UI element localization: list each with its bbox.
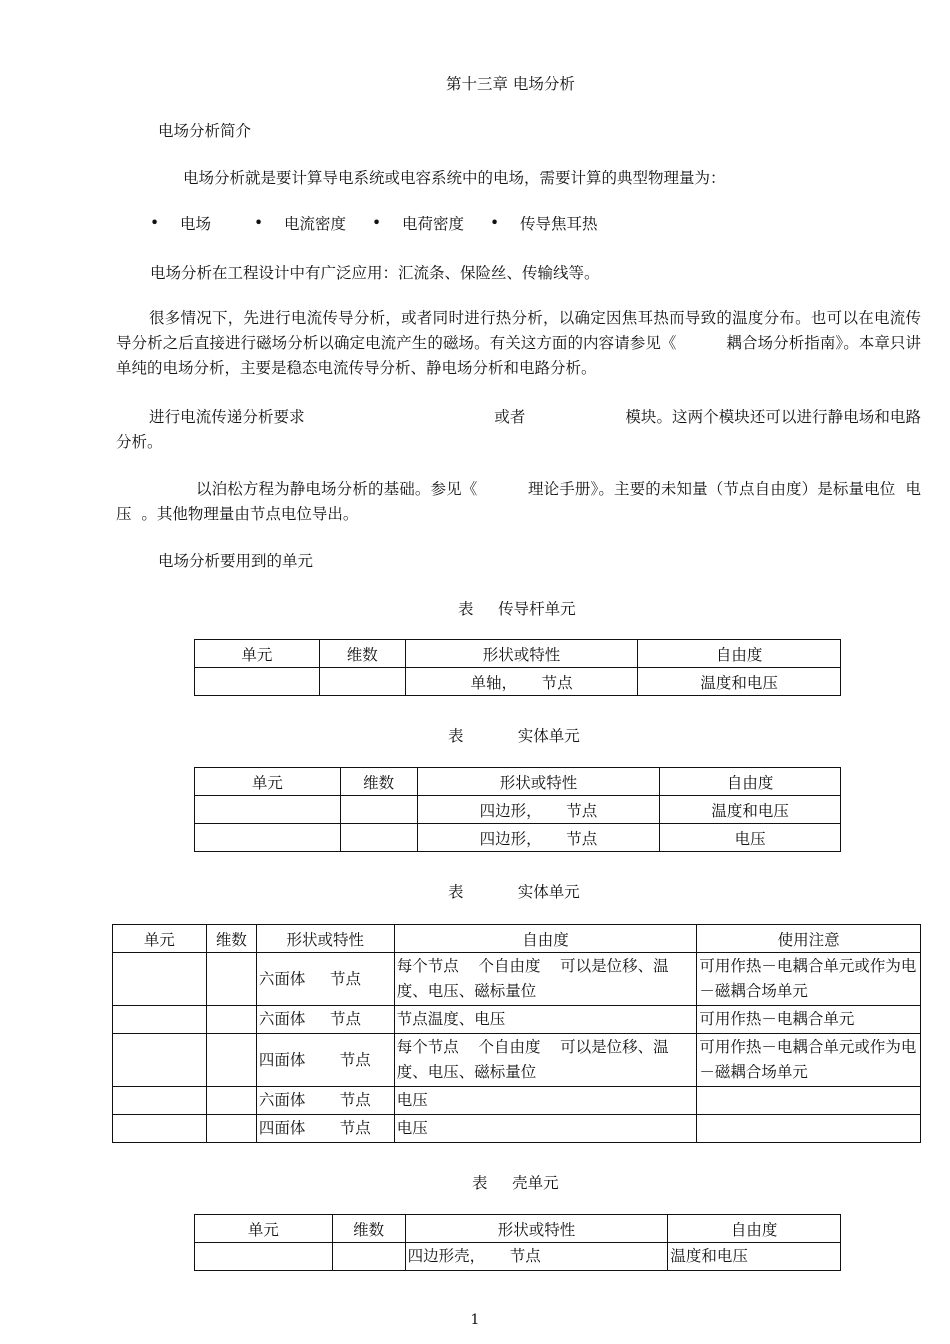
table-cell: 可用作热－电耦合单元或作为电－磁耦合场单元 <box>697 1034 921 1087</box>
table-caption: 表 传导杆单元 <box>458 600 576 618</box>
table-cell <box>206 953 256 1006</box>
table-row <box>113 953 921 1006</box>
paragraph-modules: 进行电流传递分析要求 或者 模块。这两个模块还可以进行静电场和电路分析。 <box>116 408 921 451</box>
header-cell: 单元 <box>195 768 341 796</box>
table-cell: 每个节点 个自由度 可以是位移、温度、电压、磁标量位 <box>394 953 697 1006</box>
header-cell: 维数 <box>319 640 405 668</box>
header-cell: 自由度 <box>638 640 841 668</box>
header-cell: 单元 <box>113 925 207 953</box>
header-cell: 形状或特性 <box>256 925 394 953</box>
quantity-bullet-list <box>150 212 598 234</box>
page-number: 1 <box>470 1312 480 1328</box>
table-cell <box>340 796 417 824</box>
table-cell <box>319 668 405 696</box>
table-row <box>113 1115 921 1143</box>
table-header-row <box>195 1215 841 1243</box>
table-row <box>113 1087 921 1115</box>
header-cell: 自由度 <box>668 1215 841 1243</box>
header-cell: 单元 <box>195 1215 333 1243</box>
header-cell: 自由度 <box>660 768 841 796</box>
table-row <box>113 1006 921 1034</box>
table-cell <box>206 1034 256 1087</box>
table-cell <box>113 1115 207 1143</box>
paragraph-coupling: 很多情况下，先进行电流传导分析，或者同时进行热分析，以确定因焦耳热而导致的温度分布。也可以在电流传导分析之后直接进行磁场分析以确定电流产生的磁场。有关这方面的内容请参见《 耦合场分析指南》。本章只讲单纯的电场分析，主要是稳态电流传导分析、静电场分析和电路分析。 <box>116 309 921 377</box>
header-cell: 维数 <box>206 925 256 953</box>
header-cell: 形状或特性 <box>405 640 638 668</box>
bullet-label: 电荷密度 <box>402 215 465 233</box>
table-cell: 每个节点 个自由度 可以是位移、温度、电压、磁标量位 <box>394 1034 697 1087</box>
header-cell: 维数 <box>332 1215 405 1243</box>
table-cell <box>195 668 320 696</box>
table-cell: 温度和电压 <box>638 668 841 696</box>
table-cell: 可用作热－电耦合单元或作为电－磁耦合场单元 <box>697 953 921 1006</box>
table-cell: 可用作热－电耦合单元 <box>697 1006 921 1034</box>
table-cell <box>206 1115 256 1143</box>
header-cell: 维数 <box>340 768 417 796</box>
table-row <box>113 1034 921 1087</box>
table-cell <box>113 953 207 1006</box>
table-cell <box>113 1034 207 1087</box>
bullet-item <box>490 212 598 234</box>
table-cell <box>195 1243 333 1271</box>
section-title: 电场分析简介 <box>158 122 252 140</box>
table-cell <box>697 1087 921 1115</box>
elements-heading: 电场分析要用到的单元 <box>158 552 314 570</box>
table-row <box>195 1243 841 1271</box>
table-cell: 温度和电压 <box>660 796 841 824</box>
intro-paragraph: 电场分析就是要计算导电系统或电容系统中的电场，需要计算的典型物理量为： <box>183 169 726 187</box>
chapter-title: 第十三章 电场分析 <box>446 75 575 93</box>
paragraph-applications: 电场分析在工程设计中有广泛应用：汇流条、保险丝、传输线等。 <box>150 264 600 282</box>
table-cell <box>113 1006 207 1034</box>
table-cell <box>195 796 341 824</box>
bullet-icon: • <box>150 214 160 232</box>
header-cell: 使用注意 <box>697 925 921 953</box>
table-cell <box>340 824 417 852</box>
table-cell <box>332 1243 405 1271</box>
table-cell <box>697 1115 921 1143</box>
table-header-row <box>195 640 841 668</box>
table-cell: 单轴， 节点 <box>405 668 638 696</box>
table-row <box>195 824 841 852</box>
table-cell: 四边形壳， 节点 <box>405 1243 668 1271</box>
table-row <box>195 796 841 824</box>
paragraph-poisson: 以泊松方程为静电场分析的基础。参见《 理论手册》。主要的未知量（节点自由度）是标量电位 电压 。其他物理量由节点电位导出。 <box>116 480 921 523</box>
table-row <box>195 668 841 696</box>
table-header-row <box>195 768 841 796</box>
header-cell: 单元 <box>195 640 320 668</box>
bullet-icon: • <box>254 214 264 232</box>
table-cell: 电压 <box>660 824 841 852</box>
table-cell <box>113 1087 207 1115</box>
table-cell: 四边形， 节点 <box>417 824 660 852</box>
table-cell: 四面体 节点 <box>256 1115 394 1143</box>
table-cell: 六面体 节点 <box>256 953 394 1006</box>
bullet-label: 电场 <box>180 215 212 233</box>
table-cell <box>206 1006 256 1034</box>
bullet-label: 电流密度 <box>284 215 347 233</box>
table-cell: 电压 <box>394 1115 697 1143</box>
shell-element-table <box>194 1214 841 1271</box>
table-cell <box>195 824 341 852</box>
header-cell: 形状或特性 <box>405 1215 668 1243</box>
table-cell: 温度和电压 <box>668 1243 841 1271</box>
table-caption: 表 实体单元 <box>448 883 580 901</box>
header-cell: 形状或特性 <box>417 768 660 796</box>
table-cell: 节点温度、电压 <box>394 1006 697 1034</box>
bullet-item <box>254 212 372 234</box>
solid-3d-table <box>112 924 921 1143</box>
table-cell: 四面体 节点 <box>256 1034 394 1087</box>
bullet-icon: • <box>490 214 500 232</box>
table-cell: 六面体 节点 <box>256 1006 394 1034</box>
header-cell: 自由度 <box>394 925 697 953</box>
bullet-label: 传导焦耳热 <box>520 215 598 233</box>
table-cell: 四边形， 节点 <box>417 796 660 824</box>
table-cell: 电压 <box>394 1087 697 1115</box>
table-cell <box>206 1087 256 1115</box>
bullet-item <box>150 212 254 234</box>
table-caption: 表 实体单元 <box>448 727 580 745</box>
bullet-item <box>372 212 490 234</box>
bullet-icon: • <box>372 214 382 232</box>
table-header-row <box>113 925 921 953</box>
table-caption: 表 壳单元 <box>472 1174 559 1192</box>
table-cell: 六面体 节点 <box>256 1087 394 1115</box>
conduction-rod-table <box>194 639 841 696</box>
solid-2d-table <box>194 767 841 852</box>
